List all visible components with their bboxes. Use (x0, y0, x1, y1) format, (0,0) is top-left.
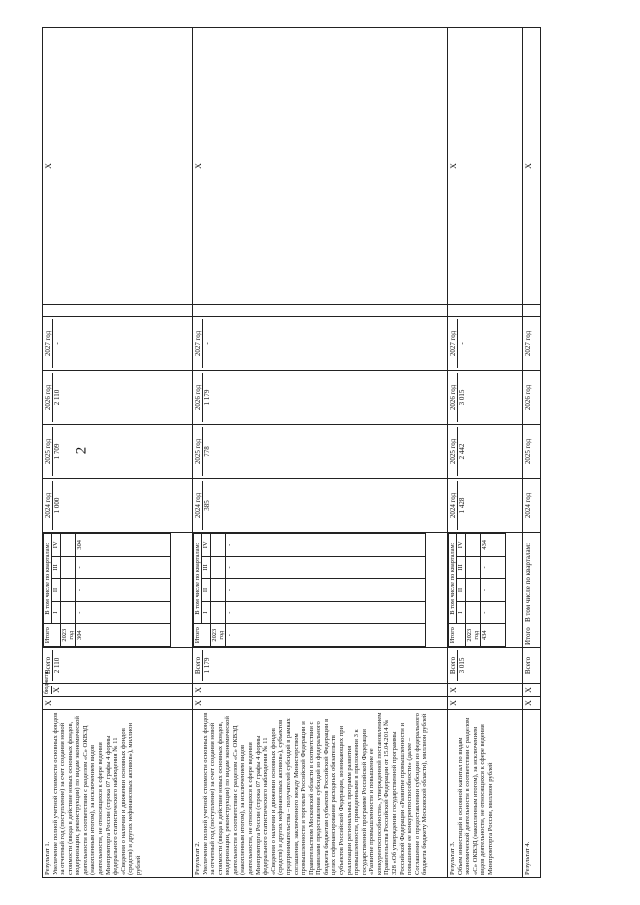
year-2024-cell: 2024 год (523, 479, 541, 533)
year-2025-cell: 2025 год 1 709 (43, 425, 193, 479)
table-row (193, 28, 448, 878)
x-mark (523, 305, 541, 317)
result-title: Результат 1. (44, 841, 51, 875)
results-table (42, 27, 541, 878)
result-text: Увеличение полной учетной стоимости основных фондов за отчетный год (поступление) за счет создания новой стоимости (ввода в действие новых основных фондов, модернизации, реконструкции) по видам экономической деятельности в соответствии с разделом «С» ОКВЭД (накопленным итогом), за исключением видов деятельности, не относящихся к сфере ведения Минпромторга России (строка 07 графы 4 формы федерального статистического наблюдения № 11 «Сведения о наличии и движении основных фондов (средств) и других нефинансовых активов»), субъектов предпринимательства – получателей субсидий в рамках соглашения, заключенного между Министерством промышленности и торговли Российской Федерации и Правительством Московской области в соответствии с Правилами предоставления субсидий из федерального бюджета бюджетам субъектов Российской Федерации в целях софинансирования расходных обязательств субъектов Российской Федерации, возникающих при реализации региональных программ развития промышленности, приведенными в приложении 3 к государственной программе Российской Федерации «Развитие промышленности и повышение ее конкурентоспособности», утвержденной постановлением Правительства Российской Федерации от 15.04.2014 № 328 «Об утверждении государственной программы Российской Федерации «Развитие промышленности и повышение ее конкурентоспособности» (далее – Соглашение о предоставлении субсидии из федерального бюджета бюджету Московской области), миллион рублей (201, 712, 429, 875)
itogo-quarters-cell: Итого В том числе по кварталам: I II III IV 2023 год - - - - - (193, 533, 448, 648)
page-number: 2 (73, 446, 90, 455)
year-2026-cell: 2026 год 3 015 (448, 371, 523, 425)
rotated-table-area (42, 28, 590, 878)
year-2025-cell: 2025 год (523, 425, 541, 479)
x-mark: X (193, 697, 448, 710)
result-description (523, 710, 541, 878)
x-mark: X (43, 697, 193, 710)
year-2024-cell: 2024 год 1 428 (448, 479, 523, 533)
table-row (448, 28, 523, 878)
x-mark: X (523, 28, 541, 305)
budget-header: бюджета (44, 671, 50, 694)
total-cell: Всего (523, 648, 541, 684)
x-mark (193, 305, 448, 317)
itogo-quarters-cell: Итого В том числе по кварталам: I II III IV 2023 год 304 - - - 304 (43, 533, 193, 648)
year-2027-cell: 2027 год (523, 317, 541, 371)
x-mark: X (43, 28, 193, 305)
year-2025-cell: 2025 год 778 (193, 425, 448, 479)
result-description (448, 710, 523, 878)
x-mark: бюджета X (43, 684, 193, 697)
year-2027-cell: 2027 год - (43, 317, 193, 371)
result-title: Результат 3. (449, 841, 456, 875)
result-text: Увеличение полной учетной стоимости основных фондов за отчетный год (поступление) за счет создания новой стоимости (ввода в действие новых основных фондов, модернизации, реконструкции) по видам экономической деятельности в соответствии с разделом «С» ОКВЭД (накопленным итогом), за исключением видов деятельности, не относящихся к сфере ведения Минпромторга России (строка 07 графы 4 формы федерального статистического наблюдения № 11 «Сведения о наличии и движении основных фондов (средств) и других нефинансовых активов»), миллион рублей (51, 712, 142, 875)
x-mark: X (448, 697, 523, 710)
itogo-quarters-cell: Итого В том числе по кварталам: I II III IV 2023 год 434 - - - 434 (448, 533, 523, 648)
x-mark (448, 305, 523, 317)
result-description (43, 710, 193, 878)
total-cell: Всего 1 179 (193, 648, 448, 684)
x-mark: X (448, 684, 523, 697)
table-row (523, 28, 541, 878)
result-title: Результат 4. (524, 841, 531, 875)
x-mark: X (193, 28, 448, 305)
year-2027-cell: 2027 год - (193, 317, 448, 371)
year-2024-cell: 2024 год 385 (193, 479, 448, 533)
year-2026-cell: 2026 год (523, 371, 541, 425)
itogo-quarters-cell: Итого В том числе по кварталам: (523, 533, 541, 648)
result-text: Объем инвестиций в основной капитал по видам экономической деятельности в соответствии с разделом «С» ОКВЭД (накопленным итогом), за исключением видов деятельности, не относящихся к сфере ведения Минпромторга России, миллион рублей (456, 717, 494, 875)
table-row (43, 28, 193, 878)
year-2024-cell: 2024 год 1 000 (43, 479, 193, 533)
x-mark (43, 305, 193, 317)
x-mark: X (193, 684, 448, 697)
result-description (193, 710, 448, 878)
x-mark: X (523, 697, 541, 710)
year-2026-cell: 2026 год 1 179 (193, 371, 448, 425)
year-2025-cell: 2025 год 2 442 (448, 425, 523, 479)
year-2026-cell: 2026 год 2 110 (43, 371, 193, 425)
x-mark: X (523, 684, 541, 697)
total-cell: Всего 3 015 (448, 648, 523, 684)
x-mark: X (448, 28, 523, 305)
year-2027-cell: 2027 год - (448, 317, 523, 371)
result-title: Результат 2. (194, 841, 201, 875)
total-cell: Всего 2 110 (43, 648, 193, 684)
